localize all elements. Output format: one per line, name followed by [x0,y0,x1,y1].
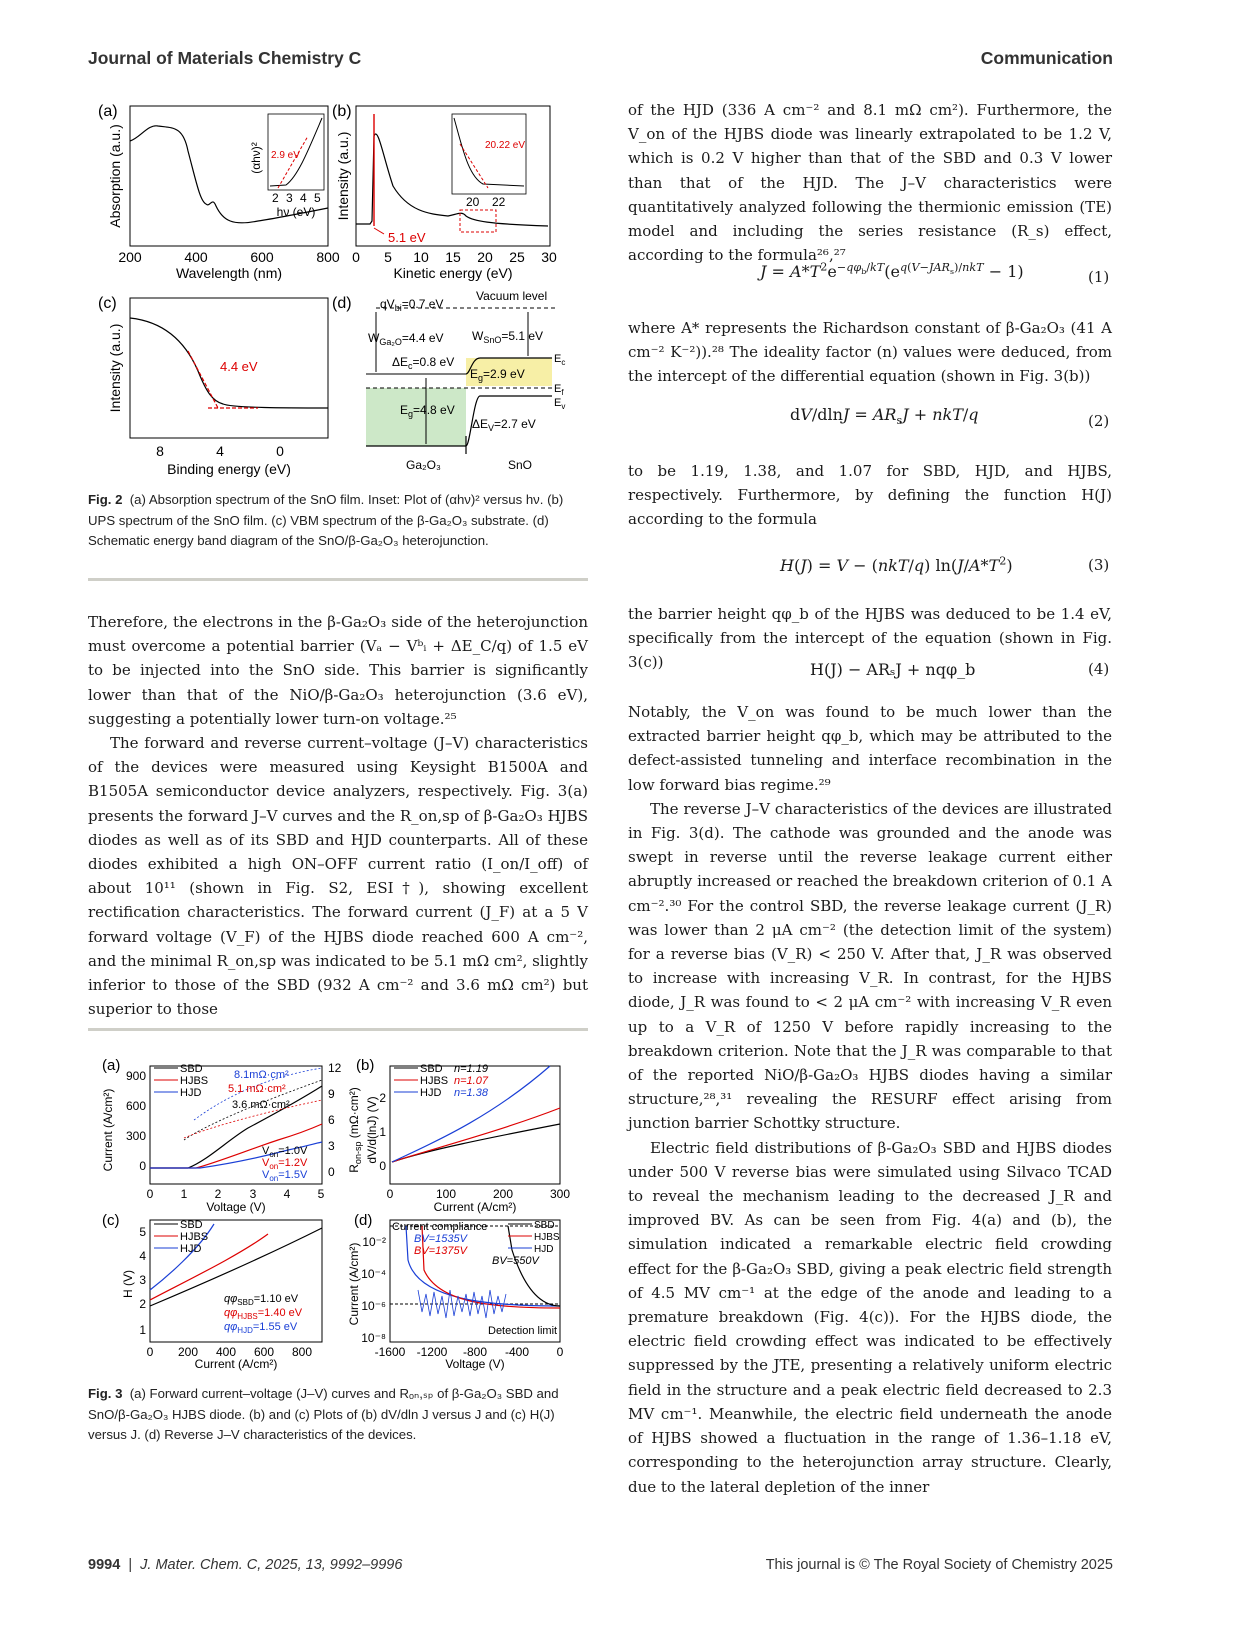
svg-text:Voltage (V): Voltage (V) [206,1200,266,1214]
equation-4-number: (4) [1088,660,1110,678]
svg-text:HJD: HJD [180,1087,202,1099]
svg-text:Current (A/cm²): Current (A/cm²) [101,1088,115,1172]
svg-text:0: 0 [556,1345,564,1359]
svg-text:400: 400 [184,249,208,265]
svg-text:HJBS: HJBS [534,1232,560,1243]
svg-text:800: 800 [316,249,340,265]
svg-text:Ron-sp (mΩ·cm²): $R_{on-sp}$ (mΩ·cm²) [347,1087,363,1173]
svg-text:100: 100 [435,1187,457,1201]
svg-text:qφHJBS=1.40 eV: $q\varphi_{HJBS}=1.40$ eV [224,1307,303,1321]
svg-text:300: 300 [125,1129,146,1143]
svg-text:200: 200 [177,1345,199,1359]
svg-text:2: 2 [214,1187,222,1201]
svg-text:5: 5 [317,1187,325,1201]
svg-text:Current (A/cm²): Current (A/cm²) [433,1200,517,1214]
equation-2: $dV/dlnJ = AR_sJ + nkT/q$ [790,405,979,428]
svg-text:(b): (b) [356,1057,375,1074]
svg-text:Detection limit: Detection limit [488,1325,558,1337]
svg-text:4: 4 [283,1187,291,1201]
right-column-rest [628,700,1112,1499]
citation: J. Mater. Chem. C, 2025, 13, 9992–9996 [140,1557,403,1573]
svg-text:BV=1535V: BV=1535V [414,1233,467,1245]
fig2-panel-d [332,289,565,472]
svg-text:1: 1 [139,1323,146,1337]
fig3-panel-d [347,1212,564,1371]
svg-text:Intensity (a.u.): Intensity (a.u.) [107,323,123,413]
figure-3 [88,1050,588,1382]
svg-text:Voltage (V): Voltage (V) [445,1357,505,1371]
svg-text:-400: -400 [504,1345,530,1359]
svg-text:0: 0 [139,1159,146,1173]
svg-text:SBD: SBD [420,1063,443,1075]
svg-text:3.6 mΩ·cm²: 3.6 mΩ·cm² [232,1099,290,1111]
svg-text:Current (A/cm²): Current (A/cm²) [194,1357,278,1371]
svg-text:20: 20 [466,195,480,209]
right-column-p2 [628,316,1112,389]
svg-text:25: 25 [509,249,525,265]
fig2-panel-b [332,103,557,281]
svg-text:SnO: SnO [508,458,533,472]
divider [88,578,588,581]
svg-text:5: 5 [139,1225,146,1239]
svg-text:-1200: -1200 [416,1345,448,1359]
svg-text:Ef: $E_f$ [554,383,564,397]
svg-text:600: 600 [250,249,274,265]
paragraph: of the HJD (336 A cm⁻² and 8.1 mΩ cm²). Furthermore, the V_on of the HJBS diode was linearly extrapolated to be 1.2 V, which is 0.2 V higher than that of the SBD and 0.3 V lower than that of the HJD. The J–V characteristics were quantitatively analyzed following the thermionic emission (TE) model and including the series resistance (R_s) effect, according to the formula²⁶,²⁷ [628,101,1112,265]
figure-2 [88,96,588,491]
svg-text:H (V): H (V) [121,1270,135,1298]
svg-text:0: 0 [146,1345,154,1359]
fig3-panel-a [101,1057,363,1214]
svg-text:15: 15 [445,249,461,265]
svg-text:Current (A/cm²): Current (A/cm²) [347,1242,361,1326]
svg-text:5: 5 [384,249,392,265]
svg-text:2.9 eV: 2.9 eV [271,150,300,161]
section-label: Communication [980,48,1113,68]
svg-text:(c): (c) [102,1212,120,1229]
svg-text:Ev: $E_v$ [554,397,566,411]
svg-text:12: 12 [328,1061,342,1075]
svg-text:400: 400 [215,1345,237,1359]
footer-copyright: This journal is © The Royal Society of Chemistry 2025 [765,1557,1113,1573]
svg-text:2: 2 [272,191,279,205]
svg-text:(d): (d) [354,1212,373,1229]
paragraph: the barrier height qφ_b of the HJBS was deduced to be 1.4 eV, specifically from the intercept of the equation (shown in Fig. 3(c)) [628,605,1112,672]
svg-text:(d): (d) [332,295,352,312]
equation-1: $J = A*T^2e^{-q\varphi_b/kT}(e^{q(V-JAR_s)/nkT} - 1)$ [760,260,1024,281]
svg-text:3: 3 [249,1187,257,1201]
svg-text:600: 600 [253,1345,275,1359]
svg-text:n=1.38: n=1.38 [454,1087,488,1099]
svg-text:3: 3 [328,1139,335,1153]
svg-text:HJD: HJD [420,1087,442,1099]
svg-text:HJBS: HJBS [180,1075,209,1087]
svg-text:ΔEV=2.7 eV: $\Delta E_V=2.7$ eV [472,417,536,433]
svg-text:BV=1375V: BV=1375V [414,1245,467,1257]
equation-1-number: (1) [1088,268,1110,286]
svg-text:Wavelength (nm): Wavelength (nm) [175,265,283,281]
equation-3-number: (3) [1088,556,1110,574]
svg-text:6: 6 [328,1113,335,1127]
divider [88,1028,588,1031]
svg-text:4: 4 [300,191,307,205]
svg-text:HJD: HJD [534,1244,554,1255]
svg-text:Von=1.5V: $V_{on}=1.5V$ [262,1169,308,1183]
svg-text:0: 0 [328,1165,335,1179]
svg-text:9: 9 [328,1087,335,1101]
paragraph: Notably, the V_on was found to be much lower than the extracted barrier height qφ_b, which may be attributed to the defect-assisted tunneling and interface recombination in the low forward bias regime.²⁹ [628,703,1112,794]
svg-text:5.1 eV: 5.1 eV [388,230,426,245]
equation-2-number: (2) [1088,412,1110,430]
svg-text:0: 0 [276,443,284,459]
svg-text:10⁻⁴: 10⁻⁴ [361,1267,386,1281]
panel-label: (a) [98,103,118,120]
paragraph: to be 1.19, 1.38, and 1.07 for SBD, HJD, and HJBS, respectively. Furthermore, by defining the function H(J) according to the formula [628,462,1112,529]
svg-text:Eg=2.9 eV: $E_g=2.9$ eV [470,367,525,383]
svg-text:Intensity (a.u.): Intensity (a.u.) [335,131,351,221]
svg-text:10⁻²: 10⁻² [362,1235,386,1249]
svg-text:ΔEc=0.8 eV: $\Delta E_c=0.8$ eV [392,355,455,371]
svg-text:SBD: SBD [180,1219,203,1231]
svg-text:0: 0 [146,1187,154,1201]
svg-text:1: 1 [180,1187,188,1201]
svg-text:(b): (b) [332,103,352,120]
svg-text:30: 30 [541,249,557,265]
left-column [88,610,588,1021]
svg-text:10: 10 [413,249,429,265]
svg-text:900: 900 [125,1069,146,1083]
svg-text:Vacuum level: Vacuum level [476,289,548,303]
svg-text:n=1.07: n=1.07 [454,1075,488,1087]
svg-text:0: 0 [386,1187,394,1201]
svg-text:(αhν)²: (αhν)² [249,142,263,174]
footer-left: 9994 | J. Mater. Chem. C, 2025, 13, 9992–9996 [88,1557,403,1573]
svg-text:Von=1.0V: $V_{on}=1.0V$ [262,1145,308,1159]
svg-text:8: 8 [156,443,164,459]
paragraph: The reverse J–V characteristics of the devices are illustrated in Fig. 3(d). The cathode was grounded and the anode was swept in reverse until the reverse leakage current either abruptly increased or reached the breakdown criterion of 0.1 A cm⁻².³⁰ For the control SBD, the reverse leakage current (J_R) was lower than 2 μA cm⁻² (the detection limit of the system) for a reverse bias (V_R) < 250 V. After that, J_R was observed to increase with increasing V_R. In contrast, for the HJBS diode, J_R was found to < 2 μA cm⁻² with increasing V_R even up to a V_R of 1250 V before rapidly increasing to the breakdown criterion. Note that the J_R was comparable to that of the reported NiO/β-Ga₂O₃ HJBS diodes having a similar structure,²⁸,³¹ revealing the RESURF effect arising from junction barrier Schottky structure. [628,799,1112,1133]
svg-text:Binding energy (eV): Binding energy (eV) [167,461,291,477]
paragraph: The forward and reverse current–voltage (J–V) characteristics of the devices were measured using Keysight B1500A and B1505A semiconductor device analyzers, respectively. Fig. 3(a) presents the forward J–V curves and the R_on,sp of β-Ga₂O₃ HJBS diodes as well as of its SBD and HJD counterparts. All of these diodes exhibited a high ON–OFF current ratio (I_on/I_off) of about 10¹¹ (shown in Fig. S2, ESI†), showing excellent rectification characteristics. The forward current (J_F) at a 5 V forward voltage (V_F) of the HJBS diode reached 600 A cm⁻², and the minimal R_on,sp was indicated to be 5.1 mΩ cm², slightly inferior to those of the SBD (932 A cm⁻² and 3.6 mΩ cm²) but superior to those [88,734,588,1019]
svg-text:5: 5 [314,191,321,205]
svg-text:n=1.19: n=1.19 [454,1063,488,1075]
svg-text:Kinetic energy (eV): Kinetic energy (eV) [393,265,513,281]
svg-text:HJBS: HJBS [180,1231,209,1243]
svg-text:Eg=4.8 eV: $E_g=4.8$ eV [400,403,455,419]
svg-text:(c): (c) [98,295,117,312]
svg-text:dV/d(lnJ) (V): dV/d(lnJ) (V) [365,1096,379,1164]
svg-text:600: 600 [125,1099,146,1113]
fig3-caption: Fig. 3 (a) Forward current–voltage (J–V) curves and Rₒₙ,ₛₚ of β-Ga₂O₃ SBD and SnO/β-Ga₂O₃ HJBS diode. (b) and (c) Plots of (b) dV/dln J versus J and (c) H(J) versus J. (d) Reverse J–V characteristics of the devices. [88,1386,559,1442]
svg-text:3: 3 [286,191,293,205]
svg-text:10⁻⁸: 10⁻⁸ [361,1331,386,1345]
svg-text:SBD: SBD [534,1220,555,1231]
svg-text:2: 2 [139,1297,146,1311]
svg-text:4: 4 [139,1249,146,1263]
svg-text:SBD: SBD [180,1063,203,1075]
svg-text:WSnO=5.1 eV: $W_{SnO}=5.1$ eV [472,329,544,345]
svg-text:Von=1.2V: $V_{on}=1.2V$ [262,1157,308,1171]
paragraph: where A* represents the Richardson constant of β-Ga₂O₃ (41 A cm⁻² K⁻²)).²⁸ The ideality factor (n) values were deduced, from the intercept of the differential equation (shown in Fig. 3(b)) [628,319,1112,386]
svg-text:HJBS: HJBS [420,1075,449,1087]
fig2-panel-c [98,295,328,477]
svg-text:2: 2 [379,1091,386,1105]
svg-text:Current compliance: Current compliance [392,1221,488,1233]
svg-text:300: 300 [549,1187,571,1201]
svg-text:(a): (a) [102,1057,121,1074]
svg-text:Ec: $E_c$ [554,353,566,367]
fig3-panel-c [102,1212,322,1371]
fig2-panel-a [98,103,340,281]
fig2-caption: Fig. 2 (a) Absorption spectrum of the SnO film. Inset: Plot of (αhν)² versus hν. (b) UPS spectrum of the SnO film. (c) VBM spectrum of the β-Ga₂O₃ substrate. (d) Schematic energy band diagram of the SnO/β-Ga₂O₃ heterojunction. [88,492,564,548]
svg-text:Absorption (a.u.): Absorption (a.u.) [107,124,123,228]
svg-text:8.1mΩ·cm²: 8.1mΩ·cm² [234,1069,289,1081]
svg-text:Ga₂O₃: Ga₂O₃ [406,458,441,472]
right-column-p3 [628,459,1112,532]
svg-text:4: 4 [216,443,224,459]
svg-text:3: 3 [139,1273,146,1287]
paragraph: Therefore, the electrons in the β-Ga₂O₃ side of the heterojunction must overcome a potential barrier (Vₐ − Vᵇᵢ + ΔE_C/q) of 1.5 eV to be injected into the SnO side. This barrier is significantly lower than that of the NiO/β-Ga₂O₃ heterojunction (3.6 eV), suggesting a potentially lower turn-on voltage.²⁵ [88,613,588,728]
svg-text:200: 200 [492,1187,514,1201]
paragraph: Electric field distributions of β-Ga₂O₃ SBD and HJBS diodes under 500 V reverse bias were simulated using Silvaco TCAD to reveal the mechanism leading to the decreased J_R and improved BV. As can be seen from Fig. 4(a) and (b), the simulation indicated a remarkable electric field crowding effect for the β-Ga₂O₃ SBD, giving a peak electric field strength of 4.5 MV cm⁻¹ at the edge of the anode and leading to a premature breakdown (Fig. 4(c)). For the HJBS diode, the electric field crowding effect was indicated to be effectively suppressed by the JTE, presenting a relatively uniform electric field in the structure and a peak electric field decreased to 2.3 MV cm⁻¹. Meanwhile, the electric field underneath the anode of HJBS showed a fluctuation in the range of 1.36–1.18 eV, corresponding to the heterojunction array structure. Clearly, due to the lateral depletion of the inner [628,1138,1112,1496]
svg-text:200: 200 [118,249,142,265]
svg-text:BV=550V: BV=550V [492,1255,539,1267]
svg-text:qφHJD=1.55 eV: $q\varphi_{HJD}=1.55$ eV [224,1321,298,1335]
svg-text:0: 0 [379,1159,386,1173]
svg-text:1: 1 [379,1125,386,1139]
svg-text:20: 20 [477,249,493,265]
svg-text:0: 0 [352,249,360,265]
svg-text:800: 800 [291,1345,313,1359]
svg-text:20.22 eV: 20.22 eV [485,140,526,151]
svg-text:10⁻⁶: 10⁻⁶ [361,1299,386,1313]
svg-text:qφSBD=1.10 eV: $q\varphi_{SBD}=1.10$ eV [224,1293,299,1307]
svg-text:qVbi=0.7 eV: $qV_{bi}=0.7$ eV [380,297,444,313]
svg-text:-1600: -1600 [374,1345,406,1359]
svg-text:-800: -800 [462,1345,488,1359]
equation-3: H(J) = V − (nkT/q) $\ln(J/A*T^2)$ [780,554,1013,575]
svg-text:22: 22 [492,195,506,209]
svg-text:5.1 mΩ·cm²: 5.1 mΩ·cm² [228,1083,286,1095]
page-number: 9994 [88,1557,121,1573]
svg-text:4.4 eV: 4.4 eV [220,359,258,374]
fig3-panel-b [356,1057,570,1214]
svg-text:hν (eV): hν (eV) [276,205,316,219]
svg-text:HJD: HJD [180,1243,202,1255]
right-column-p1 [628,98,1112,267]
svg-text:WGa₂O=4.4 eV: $W_{Ga_2O}=4.4$ eV [368,331,444,347]
journal-title: Journal of Materials Chemistry C [88,48,362,68]
equation-4: H(J) − ARₛJ + nqφ_b [810,660,976,679]
